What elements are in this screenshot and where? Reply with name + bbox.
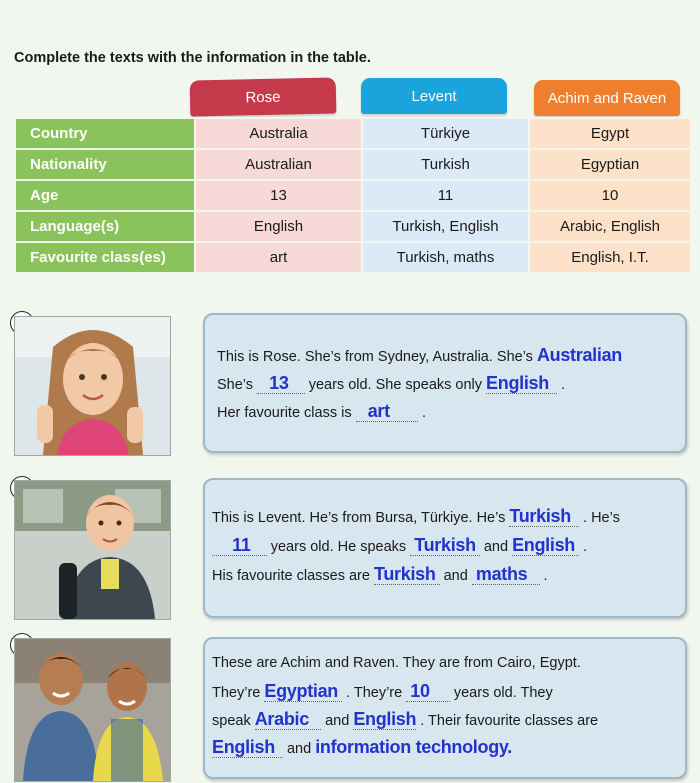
answer-blank [264, 681, 342, 702]
text-line [217, 397, 426, 427]
answer-blank [509, 506, 579, 527]
table-row [15, 118, 691, 149]
photo-rose [14, 316, 171, 456]
table-row [15, 180, 691, 211]
sentence-text: and [439, 568, 472, 584]
answer-blank [512, 535, 579, 556]
sentence-text: speak [212, 713, 255, 729]
table-cell: art [195, 242, 362, 273]
text-box-3 [203, 637, 687, 779]
photo-achim-raven [14, 638, 171, 782]
answer: 11 [232, 535, 251, 555]
table-row [15, 242, 691, 273]
answer-blank [410, 535, 480, 556]
table-cell: 13 [195, 180, 362, 211]
table-cell: Turkish [362, 149, 529, 180]
sentence-text: and [321, 713, 354, 729]
photo-levent [14, 480, 171, 620]
answer: Turkish [373, 564, 436, 584]
header-achim-raven: Achim and Raven [534, 80, 680, 116]
text-line [212, 705, 598, 735]
text-box-1 [203, 313, 687, 453]
info-table [14, 117, 692, 274]
sentence-text: . [579, 539, 588, 555]
answer: information technology. [315, 737, 512, 757]
sentence-text: years old. He speaks [266, 539, 411, 555]
answer-blank [373, 564, 440, 585]
sentence-text: This is Rose. She’s from Sydney, Australia. She’s [217, 349, 537, 365]
answer: English [486, 373, 549, 393]
answer: English [212, 737, 275, 757]
answer: English [512, 535, 575, 555]
table-cell: English [195, 211, 362, 242]
sentence-text: . [418, 405, 427, 421]
sentence-text: and [282, 741, 316, 757]
table-cell: Türkiye [362, 118, 529, 149]
sentence-text: . He’s [579, 510, 620, 526]
answer-blank [356, 401, 418, 422]
text-line [217, 369, 565, 399]
text-line [212, 502, 620, 532]
answer: English [353, 709, 417, 729]
table-cell: Turkish, maths [362, 242, 529, 273]
answer-blank [486, 373, 557, 394]
table-row [15, 149, 691, 180]
answer-blank [472, 564, 540, 585]
answer: Turkish [509, 506, 571, 526]
row-label: Favourite class(es) [15, 242, 195, 273]
table-cell: Egypt [529, 118, 691, 149]
answer-blank [353, 709, 417, 730]
answer: art [367, 401, 390, 421]
instruction: Complete the texts with the information in the table. [14, 50, 371, 66]
answer: Turkish [414, 535, 476, 555]
answer-blank [406, 681, 450, 702]
table-cell: 10 [529, 180, 691, 211]
table-cell: Egyptian [529, 149, 691, 180]
text-line [212, 677, 553, 707]
sentence-text: . Their favourite classes are [416, 713, 599, 729]
answer: Egyptian [264, 681, 338, 701]
sentence-text: years old. She speaks only [304, 377, 487, 393]
text-line [212, 649, 581, 677]
row-label: Age [15, 180, 195, 211]
table-cell: English, I.T. [529, 242, 691, 273]
answer-blank [254, 709, 321, 730]
sentence-text: They’re [212, 685, 265, 701]
table-cell: 11 [362, 180, 529, 211]
sentence-text: This is Levent. He’s from Bursa, Türkiye. He’s [212, 510, 510, 526]
text-box-2 [203, 478, 687, 618]
answer: maths [475, 564, 528, 584]
table-cell: Arabic, English [529, 211, 691, 242]
header-levent: Levent [361, 78, 507, 114]
sentence-text: Her favourite class is [217, 405, 356, 421]
table-cell: Australian [195, 149, 362, 180]
text-line [212, 733, 512, 763]
text-line [212, 560, 548, 590]
table-cell: Australia [195, 118, 362, 149]
answer-blank [212, 737, 283, 758]
sentence-text: His favourite classes are [212, 568, 374, 584]
text-line [212, 531, 587, 561]
answer-blank [257, 373, 305, 394]
row-label: Language(s) [15, 211, 195, 242]
sentence-text: These are Achim and Raven. They are from Cairo, Egypt. [212, 655, 581, 671]
sentence-text: She’s [217, 377, 258, 393]
row-label: Nationality [15, 149, 195, 180]
sentence-text: . [539, 568, 548, 584]
sentence-text: . [557, 377, 566, 393]
header-rose: Rose [190, 77, 337, 116]
sentence-text: . They’re [342, 685, 407, 701]
sentence-text: years old. They [449, 685, 553, 701]
answer: Australian [536, 345, 622, 365]
answer: 13 [269, 373, 289, 393]
answer-blank [212, 535, 267, 556]
table-row [15, 211, 691, 242]
answer: Arabic [254, 709, 309, 729]
answer: 10 [410, 681, 430, 701]
table-cell: Turkish, English [362, 211, 529, 242]
text-line [217, 341, 622, 371]
sentence-text: and [479, 539, 513, 555]
row-label: Country [15, 118, 195, 149]
